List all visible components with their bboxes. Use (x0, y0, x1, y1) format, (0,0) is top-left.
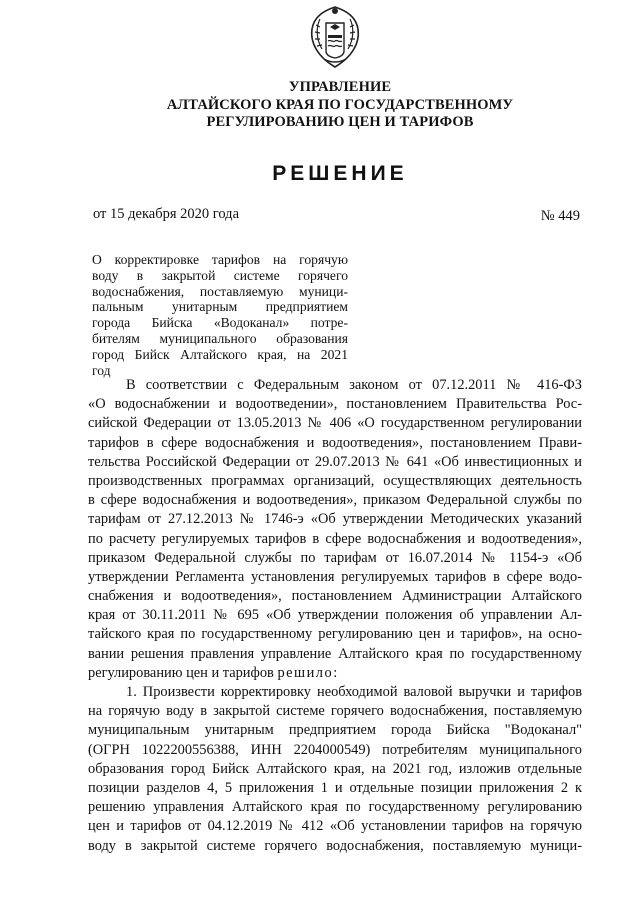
body-line-text: регулированию цен и тарифов (88, 664, 274, 681)
body-line: тарифам от 27.12.2013 № 1746-э «Об утверждении Методических указаний (88, 511, 582, 528)
body-line: края от 30.11.2011 № 695 «Об утверждении положения об управлении Ал- (88, 607, 582, 624)
body-line: цен и тарифов от 04.12.2019 № 412 «Об установлении тарифов на горячую (88, 818, 582, 835)
body-line: вании решения правления управление Алтайского края по государственному (88, 645, 582, 662)
subject-line: воду в закрытой системе горячего (92, 267, 348, 283)
body-line: снабжения и водоотведения», постановлением Администрации Алтайского (88, 588, 582, 605)
body-line: «О водоснабжении и водоотведении», постановлением Правительства Рос- (88, 396, 582, 413)
resolved-word: решило (277, 664, 334, 681)
body-line: тельства Российской Федерации от 29.07.2013 № 641 «Об инвестиционных и (88, 453, 582, 470)
authority-line-2: АЛТАЙСКОГО КРАЯ ПО ГОСУДАРСТВЕННОМУ (166, 97, 514, 113)
body-line: В соответствии с Федеральным законом от 07.12.2011 № 416-ФЗ (126, 377, 582, 393)
body-line: образования город Бийск Алтайского края, на 2021 год, изложив отдельные (88, 760, 582, 777)
document-number: № 449 (540, 208, 580, 224)
body-line: тайского края по государственному регулированию цен и тарифов», на осно- (88, 626, 582, 643)
authority-line-1: УПРАВЛЕНИЕ (288, 79, 392, 95)
body-line: утверждении Регламента установления регулируемых тарифов в сфере водо- (88, 568, 582, 585)
subject-line: города Бийска «Водоканал» потре- (92, 315, 348, 331)
subject-line: бителям муниципального образования (92, 330, 348, 346)
body-line (88, 664, 582, 683)
subject-line: водоснабжения, поставляемую муници- (92, 283, 348, 299)
body-line: приказом Федеральной службы по тарифам от 16.07.2014 № 1154-э «Об (88, 549, 582, 566)
subject-line: пальным унитарным предприятием (92, 299, 348, 315)
document-subject (92, 252, 348, 378)
body-line: муниципальным унитарным предприятием города Бийска "Водоканал" (88, 722, 582, 739)
body-line: тарифов в сфере водоснабжения и водоотведения», постановлением Прави- (88, 434, 582, 451)
document-body (88, 376, 582, 856)
authority-line-3: РЕГУЛИРОВАНИЮ ЦЕН И ТАРИФОВ (206, 114, 474, 130)
colon: : (333, 664, 338, 681)
body-line: (ОГРН 1022200556388, ИНН 2204000549) потребителям муниципального (88, 741, 582, 758)
document-title: РЕШЕНИЕ (272, 162, 408, 185)
document-date: от 15 декабря 2020 года (93, 206, 239, 222)
body-line: воду в закрытой системе горячего водоснабжения, поставляемую муници- (88, 837, 582, 854)
subject-line: город Бийск Алтайского края, на 2021 (92, 346, 348, 362)
coat-of-arms-emblem (306, 5, 364, 69)
body-line: 1. Произвести корректировку необходимой валовой выручки и тарифов (126, 684, 582, 700)
subject-line: О корректировке тарифов на горячую (92, 252, 348, 267)
body-line: в сфере водоснабжения и водоотведения», приказом Федеральной службы по (88, 492, 582, 509)
body-line: производственных программах организаций, осуществляющих деятельность (88, 472, 582, 489)
body-line: на горячую воду в закрытой системе горячего водоснабжения, поставляемую (88, 703, 582, 720)
body-line: по расчету регулируемых тарифов в сфере водоснабжения и водоотведения», (88, 530, 582, 547)
body-line: сийской Федерации от 13.05.2013 № 406 «О государственном регулировании (88, 415, 582, 432)
body-line: позиции разделов 4, 5 приложения 1 и отдельные позиции приложения 2 к (88, 779, 582, 796)
body-line: решению управления Алтайского края по государственному регулированию (88, 799, 582, 816)
subject-line: год (92, 362, 111, 378)
